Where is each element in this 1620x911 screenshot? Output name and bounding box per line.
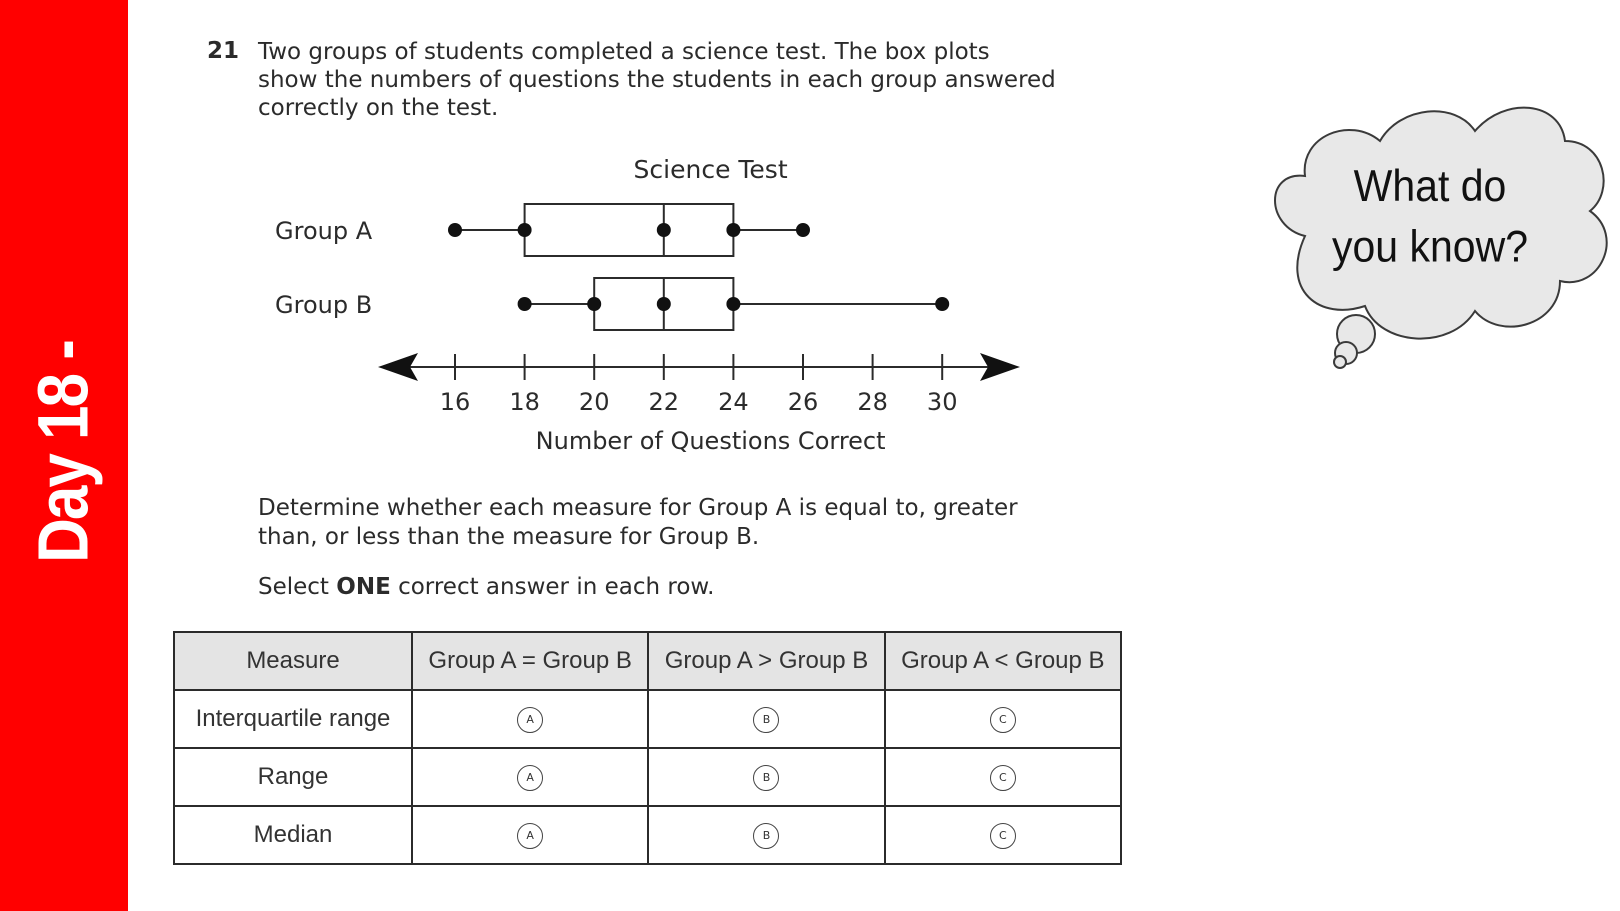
question-prompt: Determine whether each measure for Group A is equal to, greater than, or less than the measure for Group B. xyxy=(258,495,1018,550)
box xyxy=(525,204,734,256)
tick-label: 18 xyxy=(509,388,540,416)
series-label: Group B xyxy=(275,291,373,319)
header-greater: Group A > Group B xyxy=(648,632,884,690)
answer-bubble-a[interactable]: A xyxy=(517,707,543,733)
point-q1 xyxy=(587,297,601,311)
point-min xyxy=(448,223,462,237)
header-less: Group A < Group B xyxy=(885,632,1121,690)
row-measure-label: Median xyxy=(174,806,412,864)
header-measure: Measure xyxy=(174,632,412,690)
table-row xyxy=(174,806,1121,864)
table-header-row xyxy=(174,632,1121,690)
answer-bubble-b[interactable]: B xyxy=(753,765,779,791)
point-q3 xyxy=(726,297,740,311)
point-q1 xyxy=(518,223,532,237)
tick-label: 30 xyxy=(926,388,958,416)
tick-label: 24 xyxy=(718,388,749,416)
row-measure-label: Interquartile range xyxy=(174,690,412,748)
answer-bubble-c[interactable]: C xyxy=(990,765,1016,791)
question-text: Two groups of students completed a science test. The box plots show the numbers of questions the students in each group answered correctly on the test. xyxy=(258,39,1056,121)
tick-label: 28 xyxy=(857,388,888,416)
thought-bubble-small xyxy=(1334,356,1346,368)
point-max xyxy=(796,223,810,237)
instruction-bold: ONE xyxy=(336,574,391,600)
answer-bubble-b[interactable]: B xyxy=(753,823,779,849)
chart-title: Science Test xyxy=(633,155,788,184)
point-max xyxy=(935,297,949,311)
header-equal: Group A = Group B xyxy=(412,632,648,690)
table-row xyxy=(174,748,1121,806)
tick-label: 16 xyxy=(439,388,471,416)
answer-bubble-c[interactable]: C xyxy=(990,823,1016,849)
point-median xyxy=(657,297,671,311)
x-axis-label: Number of Questions Correct xyxy=(535,427,886,455)
question-number: 21 xyxy=(207,38,240,64)
thought-cloud-text: What do you know? xyxy=(1331,160,1528,272)
day-label: Day 18 - xyxy=(24,341,104,563)
tick-label: 22 xyxy=(648,388,680,416)
point-q3 xyxy=(726,223,740,237)
point-min xyxy=(518,297,532,311)
answer-bubble-b[interactable]: B xyxy=(753,707,779,733)
point-median xyxy=(657,223,671,237)
instruction-post: correct answer in each row. xyxy=(390,574,715,600)
question-instruction xyxy=(258,574,714,600)
answer-bubble-a[interactable]: A xyxy=(517,823,543,849)
row-measure-label: Range xyxy=(174,748,412,806)
answer-bubble-a[interactable]: A xyxy=(517,765,543,791)
series-label: Group A xyxy=(275,217,373,245)
tick-label: 26 xyxy=(787,388,819,416)
answer-bubble-c[interactable]: C xyxy=(990,707,1016,733)
instruction-pre: Select xyxy=(258,574,337,600)
tick-label: 20 xyxy=(578,388,610,416)
answer-table xyxy=(173,631,1122,865)
table-row xyxy=(174,690,1121,748)
